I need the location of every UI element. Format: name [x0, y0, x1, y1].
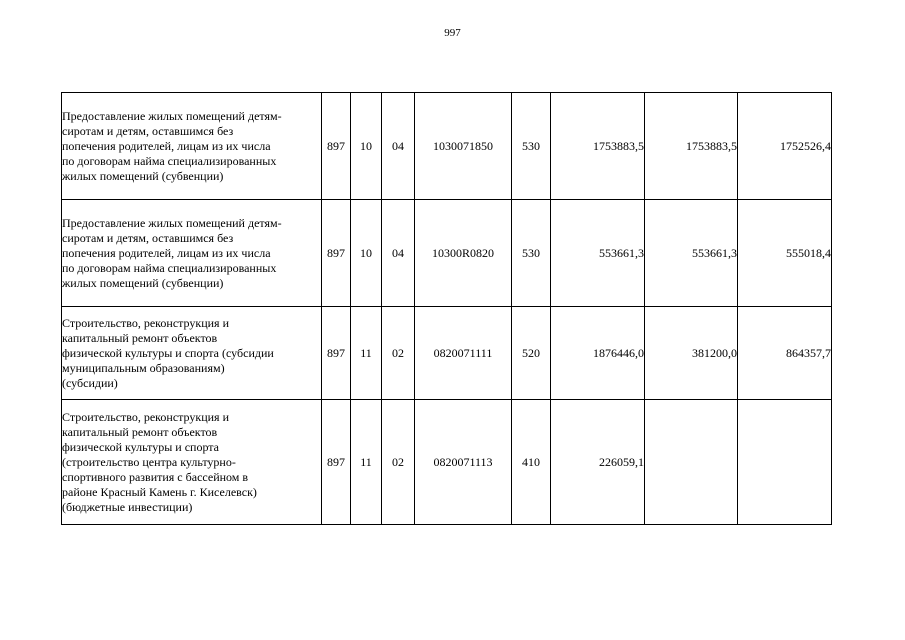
description-line: сиротам и детям, оставшимся без [62, 230, 234, 245]
amount-2-cell: 1753883,5 [645, 93, 738, 200]
description-line: (бюджетные инвестиции) [62, 499, 193, 514]
subsection-code-cell: 02 [382, 400, 415, 525]
expense-type-cell: 530 [512, 93, 551, 200]
description-cell [62, 400, 322, 525]
ministry-code-cell: 897 [322, 200, 351, 307]
description-line: муниципальным образованиям) [62, 360, 225, 375]
description-cell [62, 93, 322, 200]
amount-2-cell: 553661,3 [645, 200, 738, 307]
program-code-cell: 0820071111 [415, 307, 512, 400]
description-line: по договорам найма специализированных [62, 153, 277, 168]
description-line: физической культуры и спорта (субсидии [62, 345, 274, 360]
ministry-code-cell: 897 [322, 93, 351, 200]
table-row [62, 200, 832, 307]
description-line: жилых помещений (субвенции) [62, 275, 224, 290]
amount-3-cell: 1752526,4 [738, 93, 832, 200]
budget-table [61, 92, 832, 525]
ministry-code-cell: 897 [322, 307, 351, 400]
program-code-cell: 0820071113 [415, 400, 512, 525]
description-line: по договорам найма специализированных [62, 260, 277, 275]
description-line: Строительство, реконструкция и [62, 409, 229, 424]
expense-type-cell: 520 [512, 307, 551, 400]
description-line: районе Красный Камень г. Киселевск) [62, 484, 257, 499]
amount-1-cell: 553661,3 [551, 200, 645, 307]
description-line: (строительство центра культурно- [62, 454, 236, 469]
description-line: физической культуры и спорта [62, 439, 220, 454]
description-line: капитальный ремонт объектов [62, 330, 218, 345]
section-code-cell: 11 [351, 307, 382, 400]
table-row [62, 400, 832, 525]
amount-1-cell: 1876446,0 [551, 307, 645, 400]
amount-1-cell: 1753883,5 [551, 93, 645, 200]
description-line: капитальный ремонт объектов [62, 424, 218, 439]
description-cell [62, 200, 322, 307]
description-line: спортивного развития с бассейном в [62, 469, 249, 484]
page-number: 997 [444, 27, 461, 39]
amount-2-cell [645, 400, 738, 525]
description-line: (субсидии) [62, 375, 118, 390]
section-code-cell: 10 [351, 93, 382, 200]
description-line: попечения родителей, лицам из их числа [62, 245, 271, 260]
table-body [62, 93, 832, 525]
description-line: сиротам и детям, оставшимся без [62, 123, 234, 138]
table-row [62, 307, 832, 400]
subsection-code-cell: 04 [382, 93, 415, 200]
amount-3-cell: 555018,4 [738, 200, 832, 307]
amount-3-cell [738, 400, 832, 525]
program-code-cell: 10300R0820 [415, 200, 512, 307]
table-row [62, 93, 832, 200]
amount-1-cell: 226059,1 [551, 400, 645, 525]
program-code-cell: 1030071850 [415, 93, 512, 200]
description-line: попечения родителей, лицам из их числа [62, 138, 271, 153]
description-cell [62, 307, 322, 400]
description-line: жилых помещений (субвенции) [62, 168, 224, 183]
section-code-cell: 11 [351, 400, 382, 525]
description-line: Предоставление жилых помещений детям- [62, 108, 282, 123]
expense-type-cell: 410 [512, 400, 551, 525]
subsection-code-cell: 04 [382, 200, 415, 307]
expense-type-cell: 530 [512, 200, 551, 307]
ministry-code-cell: 897 [322, 400, 351, 525]
description-line: Предоставление жилых помещений детям- [62, 215, 282, 230]
amount-3-cell: 864357,7 [738, 307, 832, 400]
subsection-code-cell: 02 [382, 307, 415, 400]
description-line: Строительство, реконструкция и [62, 315, 229, 330]
section-code-cell: 10 [351, 200, 382, 307]
amount-2-cell: 381200,0 [645, 307, 738, 400]
